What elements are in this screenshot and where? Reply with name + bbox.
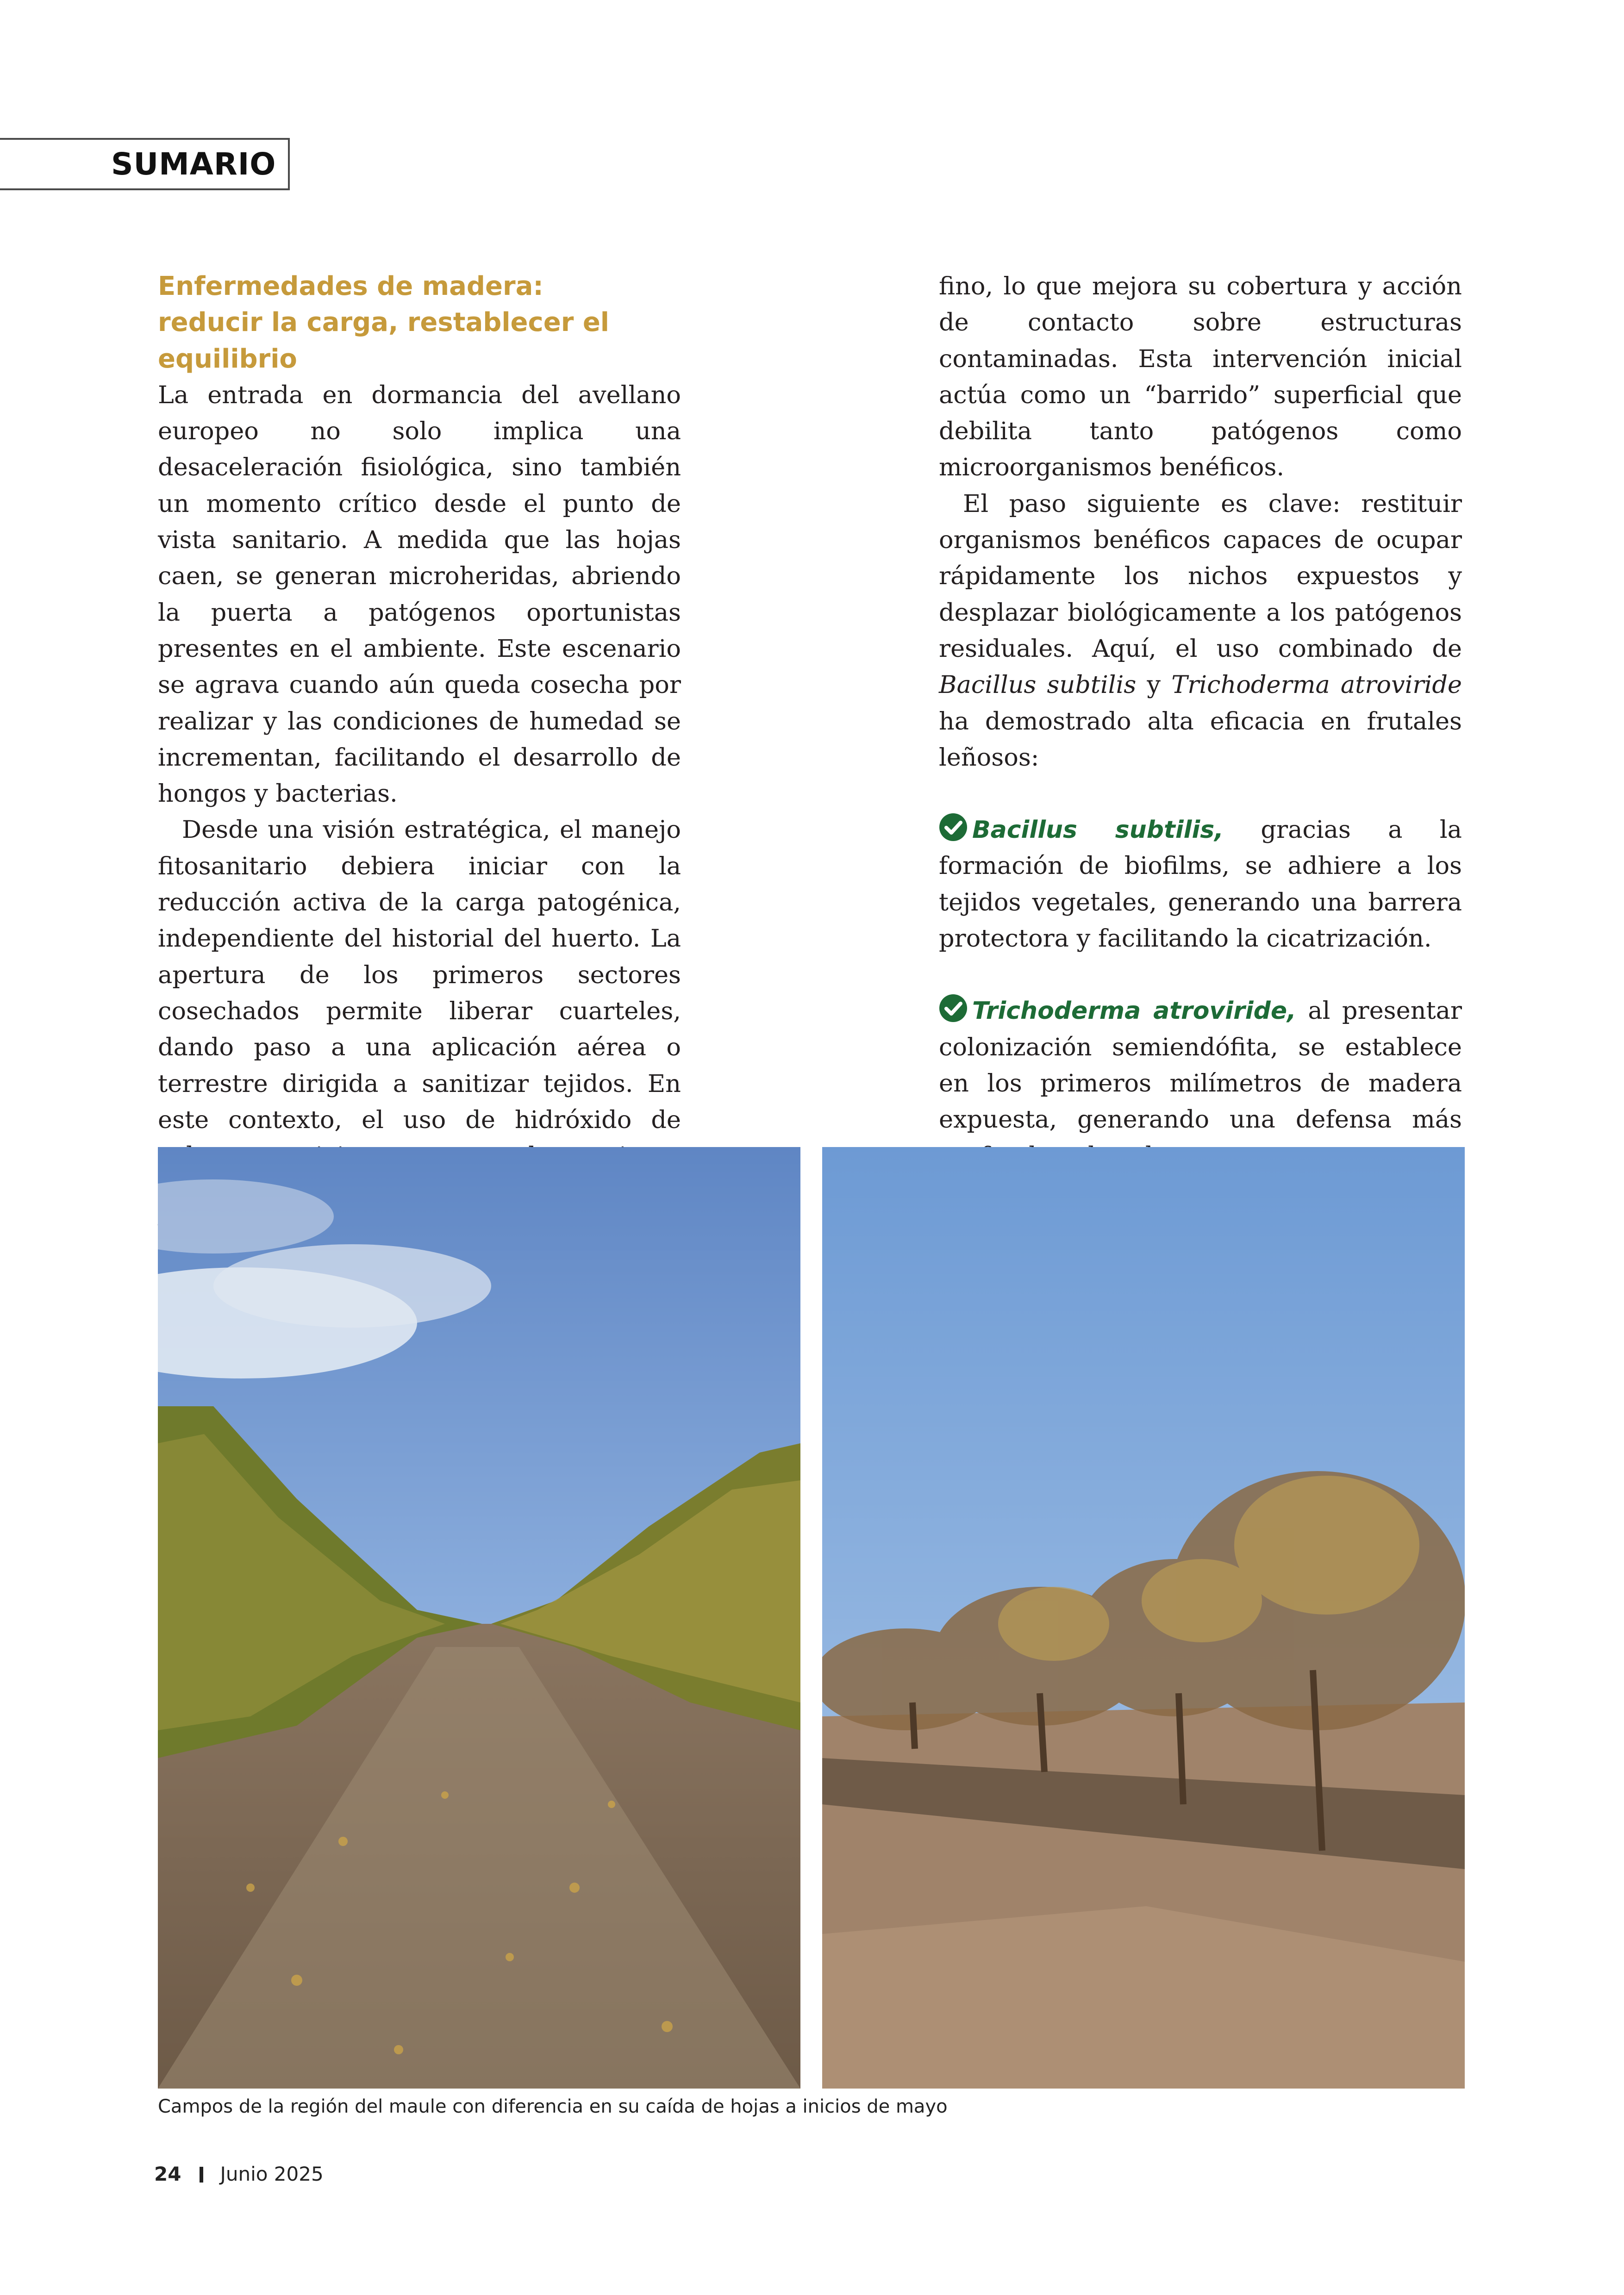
orchard-photo-right — [822, 1147, 1465, 2089]
figure-caption: Campos de la región del maule con diferencia en su caída de hojas a inicios de mayo — [158, 2096, 948, 2117]
paragraph-1: La entrada en dormancia del avellano europeo no solo implica una desaceleración fisiológica, sino también un momento crítico desde el punto de vista sanitario. A medida que las hojas caen, se generan microheridas, abriendo la puerta a patógenos oportunistas presentes en el ambiente. Este escenario se agrava cuando aún queda cosecha por realizar y las condiciones de humedad se incrementan, facilitando el desarrollo de hongos y bacterias. — [158, 380, 681, 808]
paragraph-4 — [939, 486, 1462, 776]
page-number: 24 — [154, 2163, 181, 2185]
orchard-row-illustration — [158, 1147, 800, 2089]
article-column-left — [158, 268, 681, 1247]
footer-separator — [200, 2167, 203, 2183]
article-heading — [158, 268, 681, 377]
orchard-photo-left — [158, 1147, 800, 2089]
bullet-text: al presentar colonización semiendófita, se establece en los primeros milímetros de madera expuesta, generando una defensa más — [939, 997, 1462, 1134]
bullet-item — [939, 812, 1462, 957]
heading-line-1: Enfermedades de madera: — [158, 271, 543, 301]
section-tab — [0, 138, 290, 190]
check-icon — [939, 994, 968, 1023]
bullet-name: Bacillus subtilis, — [972, 816, 1224, 844]
section-label: SUMARIO — [111, 146, 276, 182]
bullet-text: gracias a la formación de biofilms, se adhiere a los tejidos vegetales, generando una barrera protectora y facilitando la cicatrización. — [939, 816, 1462, 953]
paragraph-3: fino, lo que mejora su cobertura y acción de contacto sobre estructuras contaminadas. Esta intervención inicial actúa como un “barrido” superficial que debilita tanto patógenos como microorganismos benéficos. — [939, 272, 1462, 482]
species-trichoderma: Trichoderma atroviride — [1171, 671, 1462, 699]
page-footer — [154, 2163, 324, 2185]
check-icon — [939, 813, 968, 842]
paragraph-4-end: ha demostrado alta eficacia en frutales leñosos: — [939, 707, 1462, 772]
heading-line-2: reducir la carga, restablecer el equilibrio — [158, 307, 609, 374]
paragraph-2: Desde una visión estratégica, el manejo fitosanitario debiera iniciar con la reducción activa de la carga patogénica, independiente del historial del huerto. La apertura de los primeros sectores cosechados permite liberar cuarteles, dando paso a una aplicación aérea o terrestre dirigida a sanitizar tejidos. En este contexto, el uso de hidróxido de — [158, 816, 681, 1134]
species-bacillus: Bacillus subtilis — [939, 671, 1137, 699]
bullet-name: Trichoderma atroviride, — [972, 997, 1296, 1025]
paragraph-4-start: El paso siguiente es clave: restituir organismos benéficos capaces de ocupar rápidamente los nichos expuestos y desplazar biológicamente a los patógenos residuales. Aquí, el uso combinado de — [939, 489, 1462, 663]
bare-orchard-illustration — [822, 1147, 1465, 2089]
paragraph-4-and: y — [1136, 671, 1172, 699]
issue-date: Junio 2025 — [220, 2163, 324, 2185]
article-column-right — [939, 268, 1462, 1174]
